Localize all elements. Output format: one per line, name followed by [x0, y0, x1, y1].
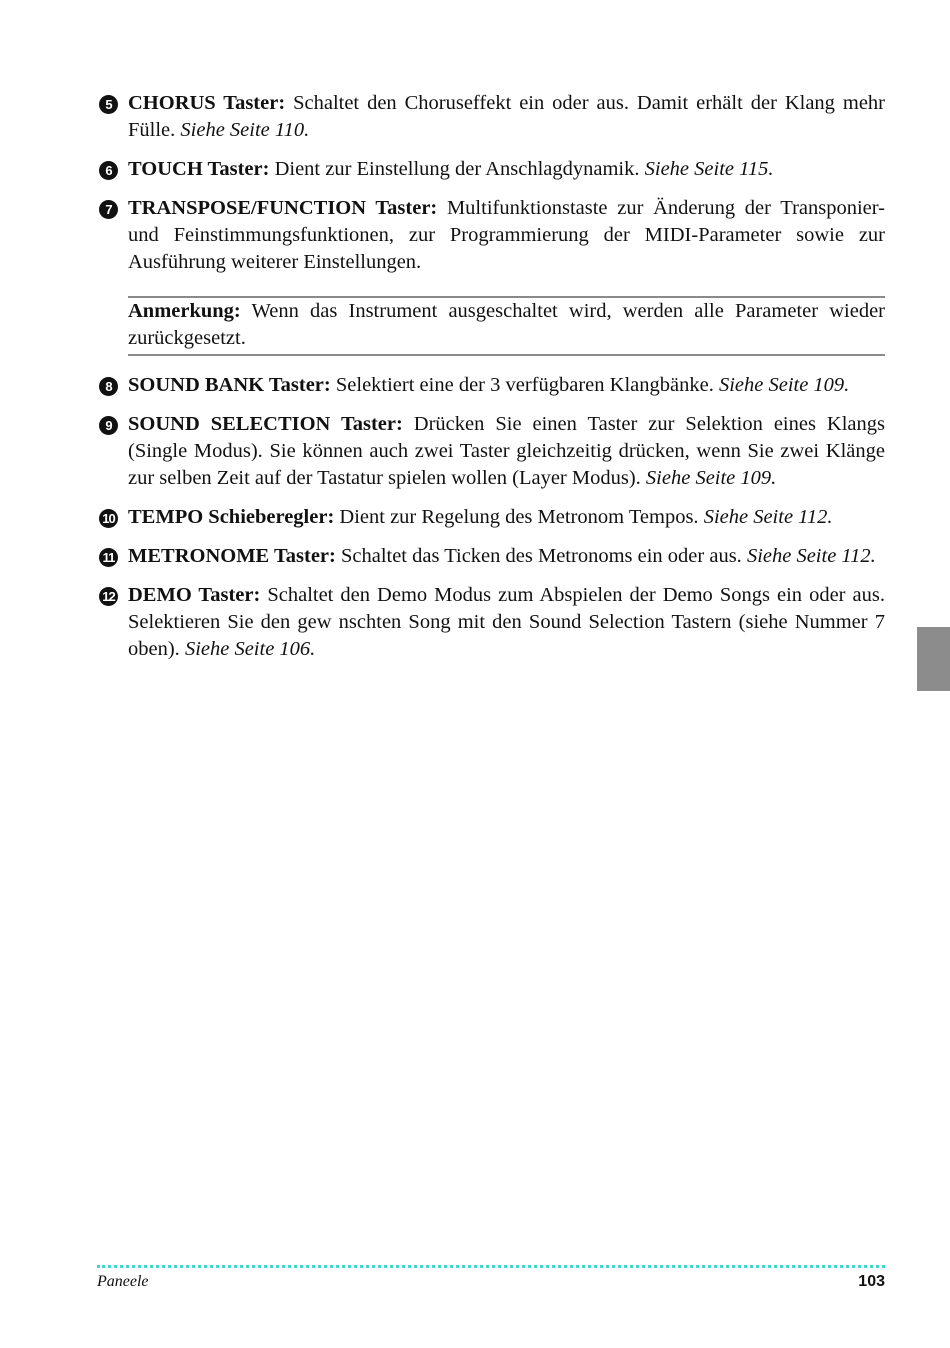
item-number-badge: 10 — [99, 509, 118, 528]
footer-divider — [97, 1265, 885, 1268]
list-item — [99, 582, 885, 663]
item-term: TEMPO Schieberegler: — [128, 506, 335, 528]
page-reference: Siehe Seite 112. — [746, 545, 876, 567]
item-text: Multifunktionstaste zur Änderung der Transponier- und Feinstimmungsfunktionen, zur Programmierung der MIDI-Parameter sowie zur Ausführung weiterer Einstellungen. — [128, 197, 886, 273]
note-label: Anmerkung: — [128, 300, 241, 322]
page-number: 103 — [858, 1273, 885, 1290]
document-body — [99, 90, 885, 675]
page-reference: Siehe Seite 109. — [718, 374, 850, 396]
item-term: SOUND BANK Taster: — [128, 374, 331, 396]
section-thumb-tab — [917, 627, 950, 691]
item-term: DEMO Taster: — [128, 584, 261, 606]
item-text: Dient zur Regelung des Metronom Tempos. — [334, 506, 704, 528]
note-text: Wenn das Instrument ausgeschaltet wird, werden alle Parameter wieder zurückgesetzt. — [128, 300, 885, 349]
page-reference: Siehe Seite 115. — [644, 158, 774, 180]
item-text: Selektiert eine der 3 verfügbaren Klangbänke. — [330, 374, 719, 396]
item-text: Dient zur Einstellung der Anschlagdynamik. — [269, 158, 645, 180]
item-term: SOUND SELECTION Taster: — [128, 413, 403, 435]
list-item — [99, 156, 885, 183]
note-box — [128, 296, 885, 356]
item-number-badge: 12 — [99, 587, 118, 606]
item-number-badge: 9 — [99, 416, 118, 435]
item-text: Schaltet den Demo Modus zum Abspielen der Demo Songs ein oder aus. Selektieren Sie den gew nschten Song mit den Sound Selection Tastern (siehe Nummer 7 oben). — [128, 584, 885, 660]
item-term: METRONOME Taster: — [128, 545, 336, 567]
item-number-badge: 5 — [99, 95, 118, 114]
item-number-badge: 6 — [99, 161, 118, 180]
item-term: CHORUS Taster: — [128, 92, 286, 114]
item-term: TRANSPOSE/FUNCTION Taster: — [128, 197, 438, 219]
page-reference: Siehe Seite 110. — [180, 119, 310, 141]
item-text: Schaltet den Choruseffekt ein oder aus. Damit erhält der Klang mehr Fülle. — [128, 92, 885, 141]
item-text: Schaltet das Ticken des Metronoms ein oder aus. — [335, 545, 747, 567]
item-number-badge: 11 — [99, 548, 118, 567]
list-item — [99, 411, 885, 492]
item-text: Drücken Sie einen Taster zur Selektion eines Klangs (Single Modus). Sie können auch zwei Taster gleichzeitig drücken, wenn Sie zwei Klänge zur selben Zeit auf der Tastatur spielen wollen (Layer Modus). — [128, 413, 885, 489]
page-reference: Siehe Seite 112. — [703, 506, 833, 528]
item-number-badge: 8 — [99, 377, 118, 396]
footer-section-title: Paneele — [97, 1273, 149, 1290]
list-item — [99, 90, 885, 144]
item-number-badge: 7 — [99, 200, 118, 219]
list-item — [99, 504, 885, 531]
page-reference: Siehe Seite 106. — [184, 638, 316, 660]
page-reference: Siehe Seite 109. — [645, 467, 777, 489]
list-item — [99, 195, 885, 276]
item-term: TOUCH Taster: — [128, 158, 270, 180]
list-item — [99, 543, 885, 570]
list-item — [99, 372, 885, 399]
